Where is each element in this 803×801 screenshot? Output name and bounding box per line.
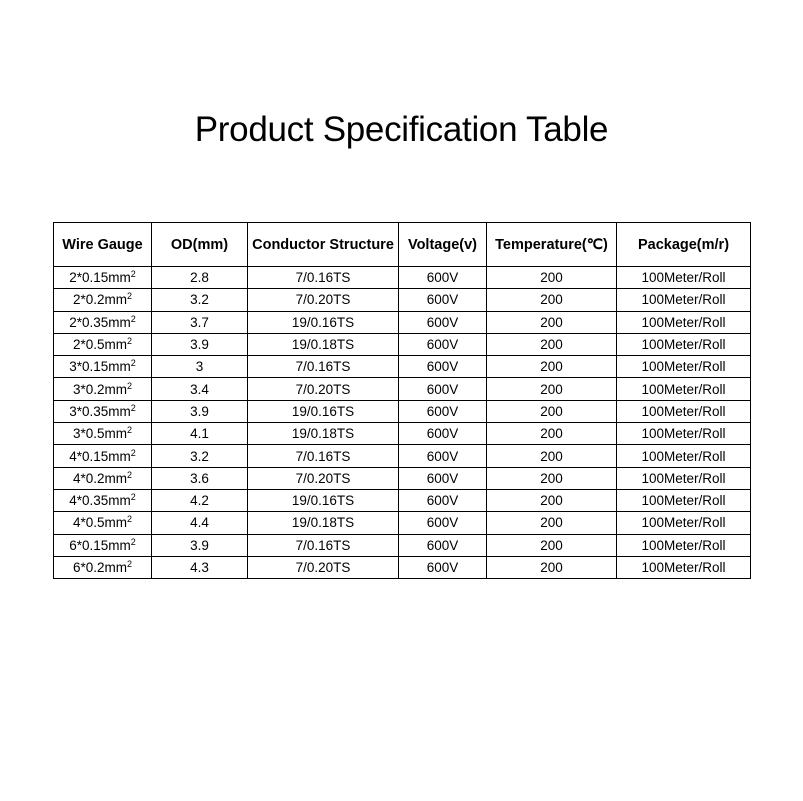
table-header-row [54,223,751,267]
cell-od: 4.4 [152,512,248,534]
cell-wire-gauge [54,289,152,311]
cell-od: 4.1 [152,423,248,445]
cell-wire-gauge [54,445,152,467]
table-row [54,556,751,578]
cell-conductor-structure: 7/0.20TS [248,467,399,489]
superscript-exponent: 2 [130,492,136,503]
table-row [54,289,751,311]
superscript-exponent: 2 [130,313,136,324]
cell-conductor-structure: 19/0.16TS [248,489,399,511]
cell-od: 3.2 [152,445,248,467]
wire-gauge-value: 3*0.35mm [69,403,131,419]
cell-od: 4.3 [152,556,248,578]
cell-package: 100Meter/Roll [617,534,751,556]
cell-wire-gauge [54,534,152,556]
header-conductor-structure: Conductor Structure [248,223,399,267]
cell-temperature: 200 [487,512,617,534]
wire-gauge-value: 4*0.15mm [69,448,131,464]
table-row [54,512,751,534]
cell-package: 100Meter/Roll [617,356,751,378]
cell-conductor-structure: 19/0.16TS [248,400,399,422]
cell-voltage: 600V [399,423,487,445]
cell-voltage: 600V [399,356,487,378]
cell-temperature: 200 [487,534,617,556]
product-specification-table [53,222,751,579]
cell-package: 100Meter/Roll [617,423,751,445]
header-package: Package(m/r) [617,223,751,267]
cell-temperature: 200 [487,400,617,422]
superscript-exponent: 2 [127,291,133,302]
cell-temperature: 200 [487,489,617,511]
superscript-exponent: 2 [130,269,136,280]
superscript-exponent: 2 [130,536,136,547]
cell-conductor-structure: 7/0.20TS [248,556,399,578]
cell-package: 100Meter/Roll [617,311,751,333]
cell-temperature: 200 [487,467,617,489]
cell-temperature: 200 [487,556,617,578]
table-body [54,267,751,579]
superscript-exponent: 2 [130,447,136,458]
cell-conductor-structure: 19/0.18TS [248,423,399,445]
wire-gauge-value: 4*0.5mm [72,515,127,531]
wire-gauge-value: 2*0.35mm [69,314,131,330]
wire-gauge-value: 2*0.15mm [69,270,131,286]
table-row [54,333,751,355]
cell-wire-gauge [54,467,152,489]
wire-gauge-value: 4*0.35mm [69,493,131,509]
cell-package: 100Meter/Roll [617,400,751,422]
superscript-exponent: 2 [127,336,133,347]
table-row [54,356,751,378]
cell-conductor-structure: 19/0.18TS [248,512,399,534]
superscript-exponent: 2 [127,469,133,480]
table-row [54,267,751,289]
cell-od: 3.9 [152,333,248,355]
table-row [54,423,751,445]
cell-conductor-structure: 7/0.20TS [248,289,399,311]
cell-voltage: 600V [399,400,487,422]
cell-od: 3.2 [152,289,248,311]
cell-wire-gauge [54,311,152,333]
header-wire-gauge: Wire Gauge [54,223,152,267]
cell-od: 3.9 [152,534,248,556]
cell-od: 3.6 [152,467,248,489]
cell-voltage: 600V [399,311,487,333]
wire-gauge-value: 6*0.15mm [69,537,131,553]
header-od: OD(mm) [152,223,248,267]
cell-voltage: 600V [399,512,487,534]
wire-gauge-value: 3*0.15mm [69,359,131,375]
cell-wire-gauge [54,489,152,511]
superscript-exponent: 2 [130,358,136,369]
superscript-exponent: 2 [127,425,133,436]
wire-gauge-value: 3*0.5mm [72,426,127,442]
cell-conductor-structure: 7/0.20TS [248,378,399,400]
cell-temperature: 200 [487,333,617,355]
cell-package: 100Meter/Roll [617,267,751,289]
cell-wire-gauge [54,333,152,355]
cell-voltage: 600V [399,445,487,467]
header-temperature: Temperature(℃) [487,223,617,267]
wire-gauge-value: 2*0.5mm [72,337,127,353]
superscript-exponent: 2 [130,402,136,413]
cell-temperature: 200 [487,289,617,311]
table-row [54,534,751,556]
table-row [54,489,751,511]
wire-gauge-value: 6*0.2mm [72,560,127,575]
wire-gauge-value: 4*0.2mm [72,470,127,486]
cell-conductor-structure: 19/0.18TS [248,333,399,355]
cell-temperature: 200 [487,378,617,400]
superscript-exponent: 2 [127,559,133,569]
header-voltage: Voltage(v) [399,223,487,267]
table-row [54,467,751,489]
cell-package: 100Meter/Roll [617,512,751,534]
cell-package: 100Meter/Roll [617,467,751,489]
cell-temperature: 200 [487,423,617,445]
cell-wire-gauge [54,512,152,534]
table-row [54,378,751,400]
cell-wire-gauge [54,356,152,378]
cell-od: 3.7 [152,311,248,333]
cell-wire-gauge [54,267,152,289]
cell-temperature: 200 [487,267,617,289]
cell-voltage: 600V [399,556,487,578]
cell-voltage: 600V [399,489,487,511]
wire-gauge-value: 3*0.2mm [72,381,127,397]
cell-package: 100Meter/Roll [617,289,751,311]
cell-temperature: 200 [487,445,617,467]
cell-od: 2.8 [152,267,248,289]
page-title: Product Specification Table [194,110,609,149]
cell-package: 100Meter/Roll [617,378,751,400]
cell-voltage: 600V [399,333,487,355]
cell-package: 100Meter/Roll [617,333,751,355]
cell-wire-gauge [54,423,152,445]
cell-od: 3.4 [152,378,248,400]
cell-od: 3 [152,356,248,378]
cell-conductor-structure: 7/0.16TS [248,445,399,467]
cell-conductor-structure: 7/0.16TS [248,356,399,378]
cell-wire-gauge [54,378,152,400]
cell-wire-gauge [54,556,152,578]
table-row [54,311,751,333]
cell-package: 100Meter/Roll [617,556,751,578]
superscript-exponent: 2 [127,514,133,525]
table-row [54,400,751,422]
cell-conductor-structure: 7/0.16TS [248,267,399,289]
wire-gauge-value: 2*0.2mm [72,292,127,308]
cell-temperature: 200 [487,356,617,378]
cell-temperature: 200 [487,311,617,333]
cell-voltage: 600V [399,267,487,289]
table-row [54,445,751,467]
cell-voltage: 600V [399,289,487,311]
cell-conductor-structure: 19/0.16TS [248,311,399,333]
cell-od: 3.9 [152,400,248,422]
cell-wire-gauge [54,400,152,422]
cell-voltage: 600V [399,534,487,556]
superscript-exponent: 2 [127,380,133,391]
cell-package: 100Meter/Roll [617,489,751,511]
cell-od: 4.2 [152,489,248,511]
cell-voltage: 600V [399,467,487,489]
cell-conductor-structure: 7/0.16TS [248,534,399,556]
cell-package: 100Meter/Roll [617,445,751,467]
cell-voltage: 600V [399,378,487,400]
